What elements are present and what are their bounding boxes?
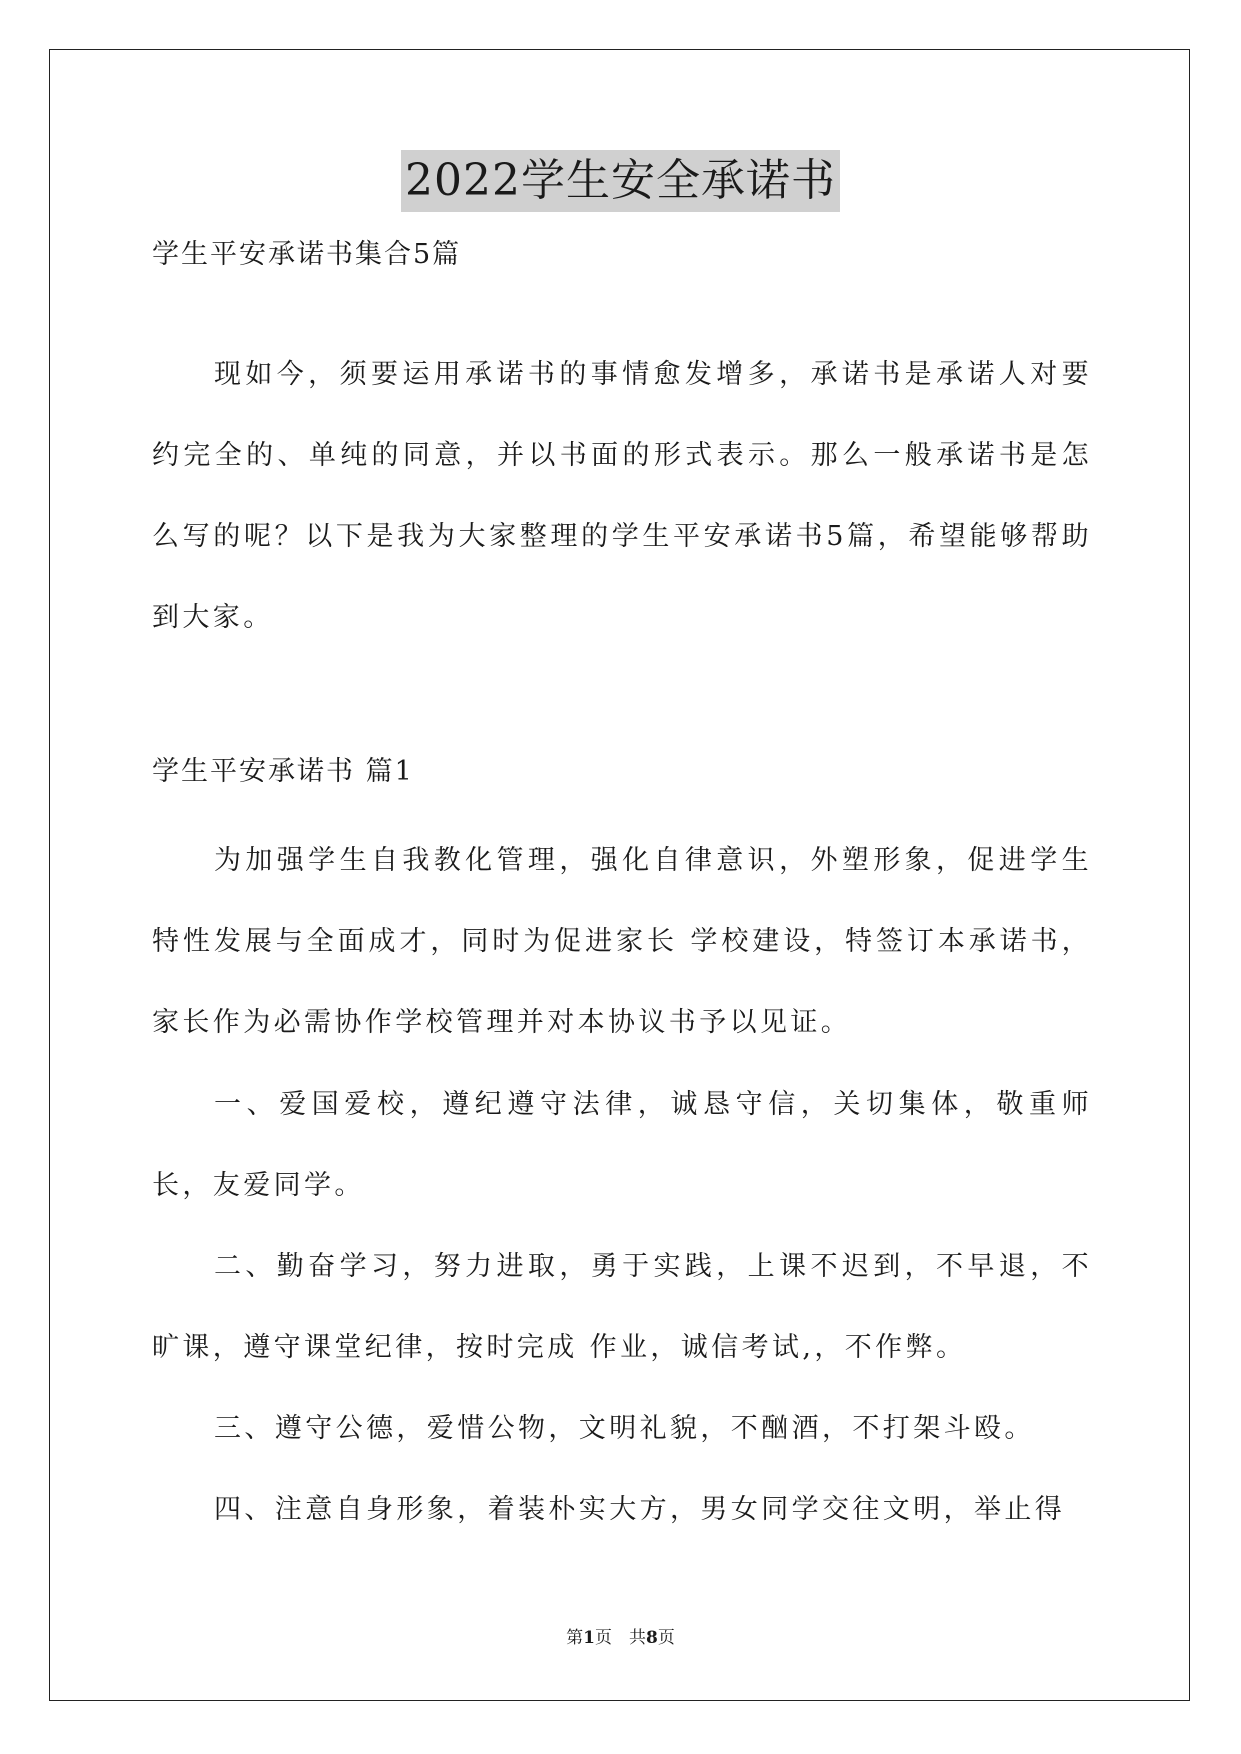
body-paragraph: 三、遵守公德，爱惜公物，文明礼貌，不酗酒，不打架斗殴。	[214, 1413, 1035, 1444]
footer-prefix: 第	[566, 1628, 584, 1648]
body-paragraph: 四、注意自身形象，着装朴实大方，男女同学交往文明，举止得	[214, 1494, 1066, 1525]
intro-paragraph: 现如今，须要运用承诺书的事情愈发增多，承诺书是承诺人对要约完全的、单纯的同意，并以书面的形式表示。那么一般承诺书是怎么写的呢？以下是我为大家整理的学生平安承诺书5篇，希望能够帮助到大家。	[152, 359, 1092, 633]
body-paragraph: 为加强学生自我教化管理，强化自律意识，外塑形象，促进学生特性发展与全面成才，同时为促进家长 学校建设，特签订本承诺书，家长作为必需协作学校管理并对本协议书予以见证。	[152, 845, 1092, 1038]
title-text: 2022学生安全承诺书	[401, 150, 840, 212]
section-heading: 学生平安承诺书 篇1	[152, 756, 414, 787]
document-title	[0, 150, 1241, 212]
body-paragraph: 二、勤奋学习，努力进取，勇于实践，上课不迟到，不早退，不旷课，遵守课堂纪律，按时完成 作业，诚信考试,，不作弊。	[152, 1251, 1092, 1363]
document-subtitle: 学生平安承诺书集合5篇	[152, 239, 462, 270]
body-paragraph: 一、爱国爱校，遵纪遵守法律，诚恳守信，关切集体，敬重师长，友爱同学。	[152, 1089, 1092, 1201]
page-number-footer	[0, 1627, 1241, 1649]
current-page-number: 1	[583, 1628, 595, 1648]
footer-middle: 页 共	[595, 1628, 646, 1648]
footer-suffix: 页	[657, 1628, 675, 1648]
total-page-count: 8	[646, 1628, 658, 1648]
